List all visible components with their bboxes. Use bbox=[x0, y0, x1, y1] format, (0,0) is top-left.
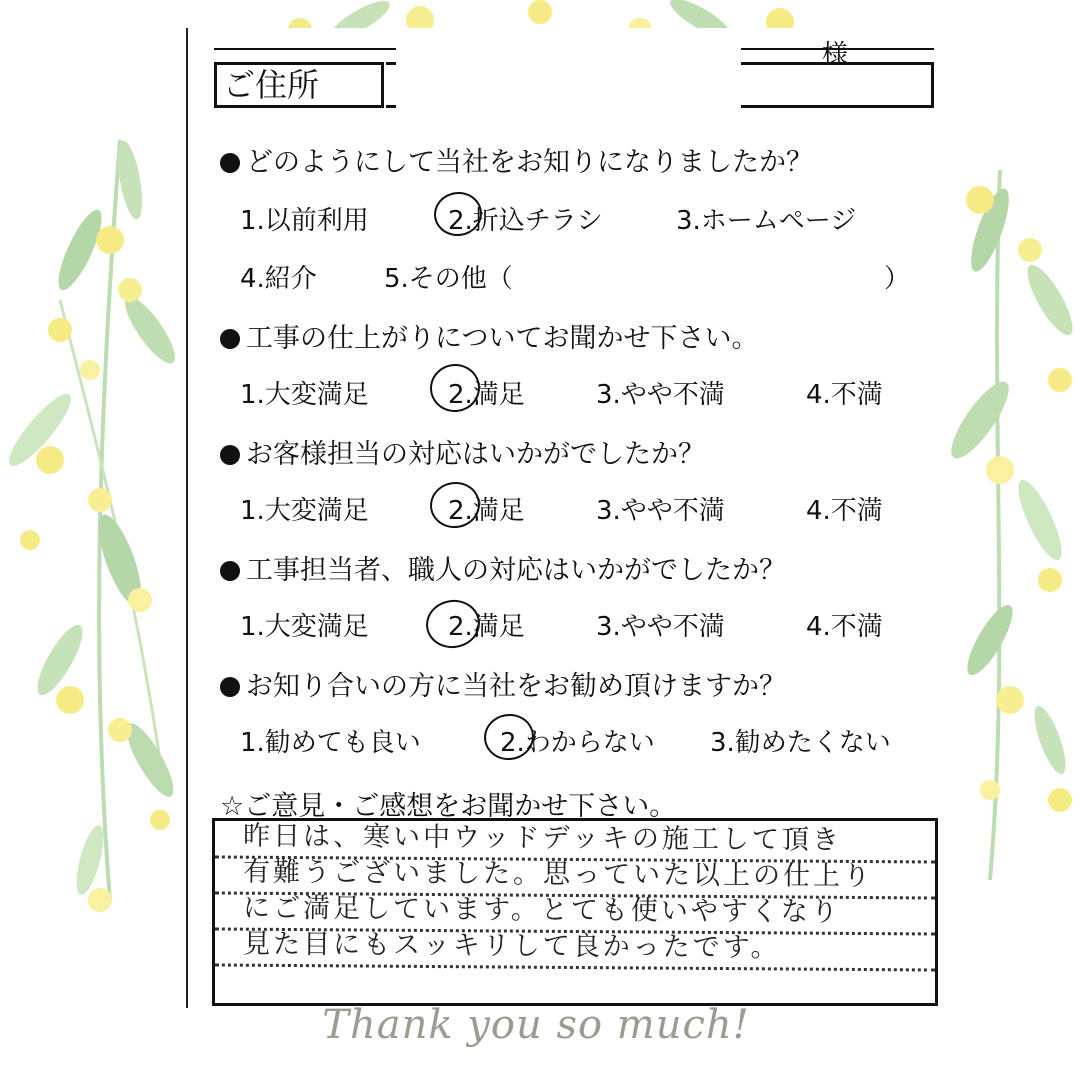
comments-title: ☆ご意見・ご感想をお聞かせ下さい。 bbox=[220, 791, 677, 822]
question-1-text: どのようにして当社をお知りになりましたか？ bbox=[246, 147, 813, 178]
q3-option-2: 2.満足 bbox=[448, 496, 525, 526]
q1-option-5-close: ） bbox=[884, 264, 911, 294]
q3-option-1: 1.大変満足 bbox=[240, 496, 369, 526]
q2-option-1: 1.大変満足 bbox=[240, 380, 369, 410]
q1-option-5: 5.その他（ bbox=[384, 264, 513, 294]
q4-option-1: 1.大変満足 bbox=[240, 612, 369, 642]
question-2 bbox=[220, 316, 758, 355]
q1-option-2: 2.折込チラシ bbox=[448, 206, 603, 236]
question-3 bbox=[220, 432, 705, 471]
comment-line: にご満足しています。とても使いやすくなり bbox=[215, 890, 935, 935]
bullet-icon bbox=[220, 677, 240, 697]
thank-you-text: Thank you so much! bbox=[322, 1002, 750, 1048]
q1-option-4: 4.紹介 bbox=[240, 264, 317, 294]
q4-option-3: 3.やや不満 bbox=[596, 612, 725, 642]
survey-sheet bbox=[186, 28, 938, 1020]
comments-box bbox=[212, 818, 938, 1006]
comment-line: 昨日は、寒い中ウッドデッキの施工して頂き bbox=[215, 818, 935, 863]
q3-option-3: 3.やや不満 bbox=[596, 496, 725, 526]
bullet-icon bbox=[220, 329, 240, 349]
q1-option-1: 1.以前利用 bbox=[240, 206, 369, 236]
question-5-text: お知り合いの方に当社をお勧め頂けますか？ bbox=[246, 671, 786, 702]
comment-line bbox=[215, 960, 935, 1005]
address-label: ご住所 bbox=[214, 62, 384, 108]
q5-option-3: 3.勧めたくない bbox=[710, 728, 891, 758]
sheet-edge bbox=[186, 28, 188, 1008]
q5-option-1: 1.勧めても良い bbox=[240, 728, 421, 758]
comment-line: 見た目にもスッキリして良かったです。 bbox=[215, 926, 935, 971]
q5-option-2: 2.わからない bbox=[500, 728, 655, 758]
question-1 bbox=[220, 140, 813, 179]
question-2-text: 工事の仕上がりについてお聞かせ下さい。 bbox=[246, 323, 759, 354]
q1-option-3: 3.ホームページ bbox=[676, 206, 857, 236]
bullet-icon bbox=[220, 561, 240, 581]
q2-option-4: 4.不満 bbox=[806, 380, 883, 410]
bullet-icon bbox=[220, 445, 240, 465]
q4-option-4: 4.不満 bbox=[806, 612, 883, 642]
question-3-text: お客様担当の対応はいかがでしたか？ bbox=[246, 439, 705, 470]
question-5 bbox=[220, 664, 786, 703]
comment-line: 有難うございました。思っていた以上の仕上り bbox=[215, 854, 935, 899]
q4-option-2: 2.満足 bbox=[448, 612, 525, 642]
q2-option-2: 2.満足 bbox=[448, 380, 525, 410]
selection-circle bbox=[423, 596, 483, 651]
q2-option-3: 3.やや不満 bbox=[596, 380, 725, 410]
question-4-text: 工事担当者、職人の対応はいかがでしたか？ bbox=[246, 555, 786, 586]
q3-option-4: 4.不満 bbox=[806, 496, 883, 526]
question-4 bbox=[220, 548, 786, 587]
bullet-icon bbox=[220, 153, 240, 173]
address-redaction bbox=[396, 48, 741, 110]
honorific-label: 様 bbox=[822, 40, 849, 70]
